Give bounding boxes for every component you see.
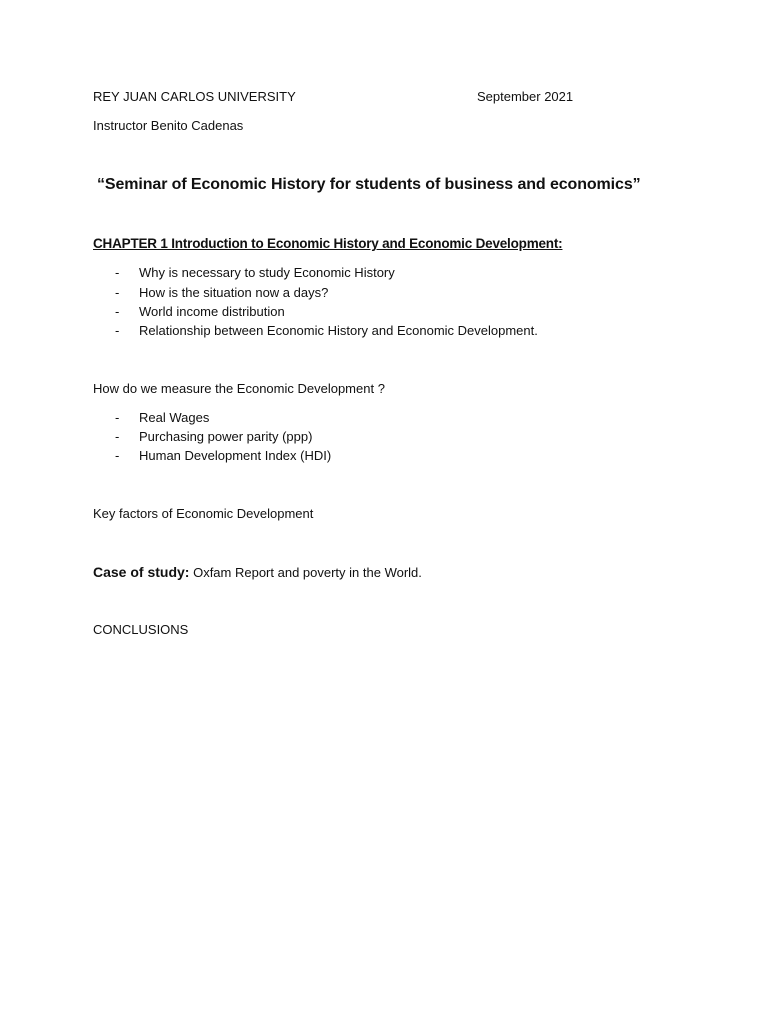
list-bullet: - <box>115 410 120 425</box>
conclusions-heading: CONCLUSIONS <box>93 622 189 637</box>
list-bullet: - <box>115 448 120 463</box>
list-item: Why is necessary to study Economic History <box>139 265 395 280</box>
case-study-text: Oxfam Report and poverty in the World. <box>189 565 422 580</box>
list-item: How is the situation now a days? <box>139 285 329 300</box>
instructor-name: Instructor Benito Cadenas <box>93 118 244 133</box>
case-study-line <box>93 565 422 579</box>
measure-question: How do we measure the Economic Development ? <box>93 381 385 396</box>
list-item: Purchasing power parity (ppp) <box>139 429 313 444</box>
chapter-heading: CHAPTER 1 Introduction to Economic History and Economic Development: <box>93 236 563 251</box>
list-bullet: - <box>115 429 120 444</box>
list-bullet: - <box>115 265 120 280</box>
list-bullet: - <box>115 304 120 319</box>
list-item: Human Development Index (HDI) <box>139 448 332 463</box>
key-factors-heading: Key factors of Economic Development <box>93 506 314 521</box>
list-item: Relationship between Economic History and Economic Development. <box>139 323 538 338</box>
case-study-label: Case of study: <box>93 564 190 580</box>
university-name: REY JUAN CARLOS UNIVERSITY <box>93 89 296 104</box>
list-bullet: - <box>115 323 120 338</box>
list-item: Real Wages <box>139 410 210 425</box>
document-date: September 2021 <box>477 89 574 104</box>
list-bullet: - <box>115 285 120 300</box>
seminar-title: “Seminar of Economic History for students of business and economics” <box>97 176 641 193</box>
list-item: World income distribution <box>139 304 285 319</box>
